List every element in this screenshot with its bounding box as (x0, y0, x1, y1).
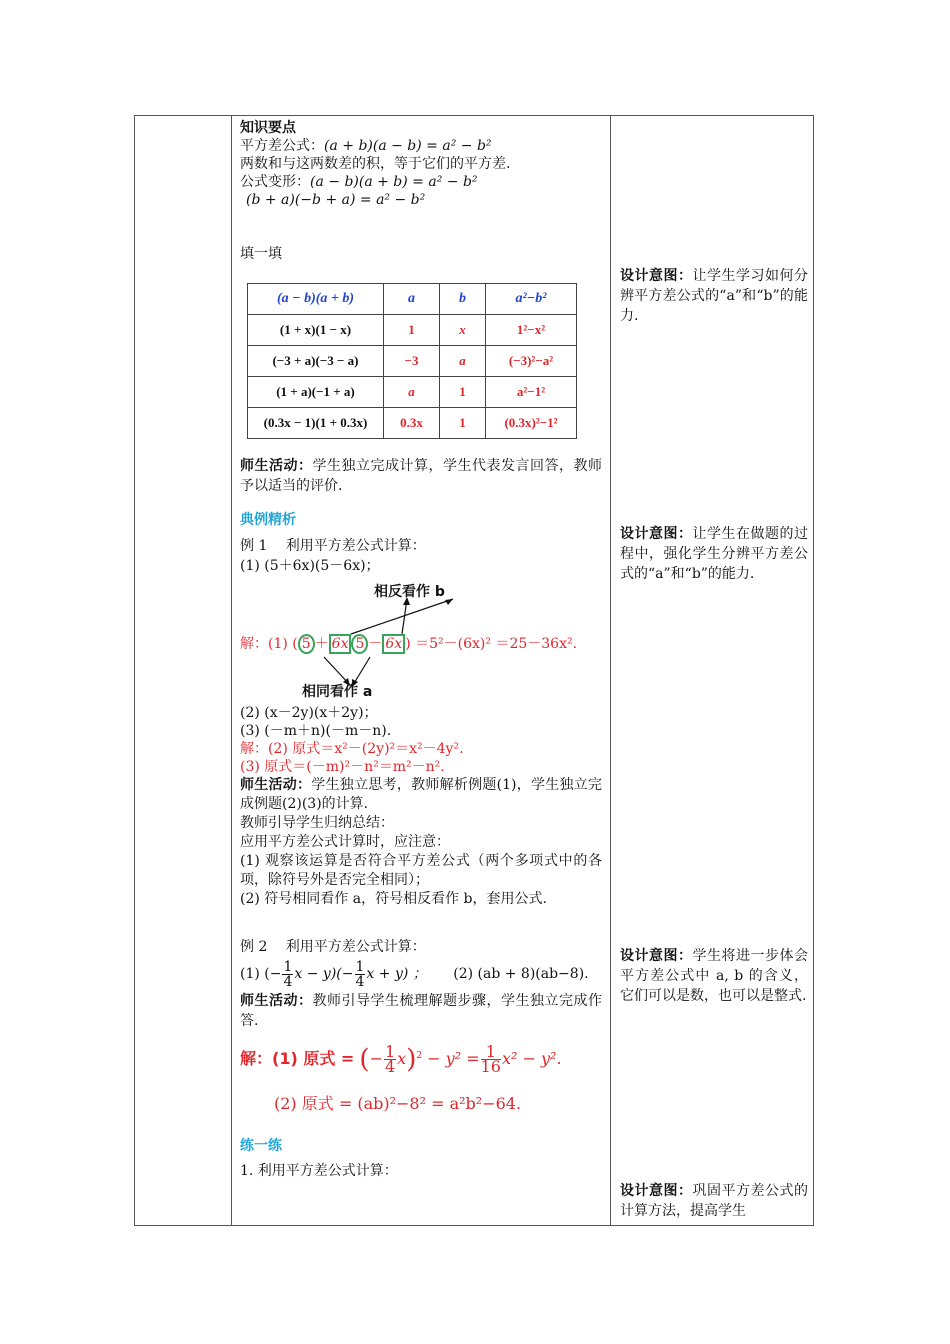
header-cell: a²−b² (486, 284, 577, 315)
example-1-solution-2: 解：(2) 原式＝x²－(2y)²＝x²－4y². (240, 741, 464, 757)
table-cell: (0.3x)²−1² (486, 408, 577, 439)
activity-3 (240, 991, 602, 1031)
example-2-questions (240, 957, 602, 991)
left-paren: ( (359, 1044, 370, 1075)
examples-heading: 典例精析 (240, 512, 296, 528)
table-cell: 1 (440, 377, 486, 408)
denominator: 4 (283, 973, 293, 990)
activity-text: 学生独立思考，教师解析例题(1)，学生独立完成例题(2)(3)的计算. (240, 777, 603, 812)
fill-in-table (247, 283, 577, 439)
fill-in-title: 填一填 (240, 246, 282, 262)
example-2-solution-1 (240, 1039, 602, 1079)
table-cell: x (440, 315, 486, 346)
table-cell: 1²−x² (486, 315, 577, 346)
example-2-solution-2: (2) 原式 = (ab)²−8² = a²b²−64. (274, 1094, 522, 1113)
practice-heading: 练一练 (240, 1138, 282, 1154)
fraction (355, 960, 366, 989)
table-cell: (1 + a)(−1 + a) (248, 377, 384, 408)
right-paren: ) (406, 1044, 417, 1075)
header-cell: (a − b)(a + b) (248, 284, 384, 315)
design-note-text: 巩固平方差公式的计算方法，提高学生 (620, 1183, 808, 1219)
numerator: 1 (355, 958, 365, 975)
design-note-text: 学生将进一步体会平方差公式中 a, b 的含义，它们可以是数，也可以是整式. (620, 948, 808, 1004)
table-cell: (−3)²−a² (486, 346, 577, 377)
design-note-label: 设计意图： (620, 268, 693, 284)
design-note (620, 266, 808, 326)
table-cell: (1 + x)(1 − x) (248, 315, 384, 346)
header-cell: a (384, 284, 440, 315)
example-1-solution-3: (3) 原式＝(－m)²－n²＝m²－n². (240, 759, 445, 775)
summary-line: (2) 符号相同看作 a，符号相反看作 b，套用公式. (240, 891, 547, 907)
example-1-solution (240, 633, 577, 654)
solution-mid: − y² = (427, 1049, 480, 1068)
table-row (248, 346, 577, 377)
fraction (384, 1042, 396, 1076)
summary-line: 教师引导学生归纳总结： (240, 815, 394, 831)
variant-label: 公式变形： (240, 174, 310, 190)
plus-sign: ＋ (314, 636, 329, 652)
activity-2 (240, 776, 602, 814)
summary-line: 应用平方差公式计算时，应注意： (240, 834, 450, 850)
numerator: 1 (481, 1045, 501, 1060)
activity-text: 学生独立完成计算，学生代表发言回答，教师予以适当的评价. (240, 458, 602, 494)
example-1-question-3: (3) (－m＋n)(－m－n). (240, 723, 392, 739)
table-cell: a (384, 377, 440, 408)
same-term-circle: 5 (298, 634, 315, 654)
activity-label: 师生活动： (240, 993, 313, 1009)
table-cell: 1 (384, 315, 440, 346)
fraction (282, 960, 293, 989)
activity-label: 师生活动： (240, 458, 313, 474)
example-1-question-2: (2) (x－2y)(x＋2y)； (240, 705, 378, 721)
table-header-row (248, 284, 577, 315)
q1-prefix: (1) (− (240, 966, 282, 982)
fraction (480, 1042, 501, 1076)
header-cell: b (440, 284, 486, 315)
knowledge-heading: 知识要点 (240, 120, 296, 136)
activity-1 (240, 456, 602, 576)
same-label: 相同看作 a (302, 684, 373, 700)
example-1-question-1: (1) (5＋6x)(5－6x)； (240, 558, 380, 574)
opposite-term-box: 6x (329, 634, 352, 654)
design-note-text: 让学生在做题的过程中，强化学生分辨平方差公式的“a”和“b”的能力. (620, 526, 808, 582)
opposite-term-box: 6x (382, 634, 405, 654)
formula-line (240, 137, 603, 155)
same-term-circle: 5 (351, 634, 368, 654)
design-note-label: 设计意图： (620, 526, 693, 542)
table-cell: 1 (440, 408, 486, 439)
formula-label: 平方差公式： (240, 138, 324, 154)
example-1-title: 例 1 利用平方差公式计算： (240, 538, 426, 554)
table-row (248, 315, 577, 346)
example-2-title: 例 2 利用平方差公式计算： (240, 939, 426, 955)
denominator: 16 (480, 1057, 501, 1076)
activity-1-text-block (240, 456, 602, 496)
solution-suffix: x² − y². (501, 1049, 562, 1068)
design-note-text: 让学生学习如何分辨平方差公式的“a”和“b”的能力. (620, 268, 808, 324)
solution-prefix: 解：(1) 原式 = (240, 1049, 355, 1068)
q1-suffix: x + y) ； (366, 966, 427, 982)
summary-line: (1) 观察该运算是否符合平方差公式（两个多项式中的各项，除符号外是否完全相同）； (240, 853, 602, 888)
example-1-annotated-diagram (240, 581, 600, 701)
formula-statement: 两数和与这两数差的积，等于它们的平方差. (240, 156, 511, 172)
solution-result: ) ＝5²－(6x)² ＝25－36x². (405, 636, 578, 652)
minus: − (369, 1049, 383, 1068)
table-row (248, 377, 577, 408)
opposite-label: 相反看作 b (374, 584, 445, 600)
numerator: 1 (283, 958, 293, 975)
lesson-table (134, 115, 814, 1226)
table-cell: (−3 + a)(−3 − a) (248, 346, 384, 377)
example-2-question-2: (2) (ab + 8)(ab−8). (453, 966, 589, 982)
table-row (248, 408, 577, 439)
practice-question-1: 1. 利用平方差公式计算： (240, 1163, 398, 1179)
activity-label: 师生活动： (240, 777, 312, 793)
design-note (620, 946, 808, 1006)
content-column (232, 116, 611, 1225)
denominator: 4 (384, 1057, 396, 1076)
design-notes-column (611, 116, 815, 1225)
design-note (620, 1181, 808, 1221)
design-note (620, 524, 808, 584)
exponent: 2 (416, 1051, 423, 1061)
variant-formula-2: (b + a)(−b + a) = a² − b² (246, 192, 426, 208)
table-cell: 0.3x (384, 408, 440, 439)
solution-prefix: 解：(1) ( (240, 636, 298, 652)
minus-sign: － (368, 636, 383, 652)
activity-text: 教师引导学生梳理解题步骤，学生独立完成作答. (240, 993, 602, 1029)
x-var: x (397, 1049, 407, 1068)
design-note-label: 设计意图： (620, 948, 693, 964)
q1-mid: x − y)(− (294, 966, 354, 982)
denominator: 4 (355, 973, 365, 990)
variant-formula-1: (a − b)(a + b) = a² − b² (310, 174, 478, 190)
table-cell: a²−1² (486, 377, 577, 408)
design-note-label: 设计意图： (620, 1183, 693, 1199)
table-cell: a (440, 346, 486, 377)
table-cell: (0.3x − 1)(1 + 0.3x) (248, 408, 384, 439)
numerator: 1 (384, 1042, 396, 1061)
formula: (a + b)(a − b) = a² − b² (324, 138, 492, 154)
variant-line (240, 173, 603, 191)
example-1-rest (240, 704, 602, 1181)
table-cell: −3 (384, 346, 440, 377)
